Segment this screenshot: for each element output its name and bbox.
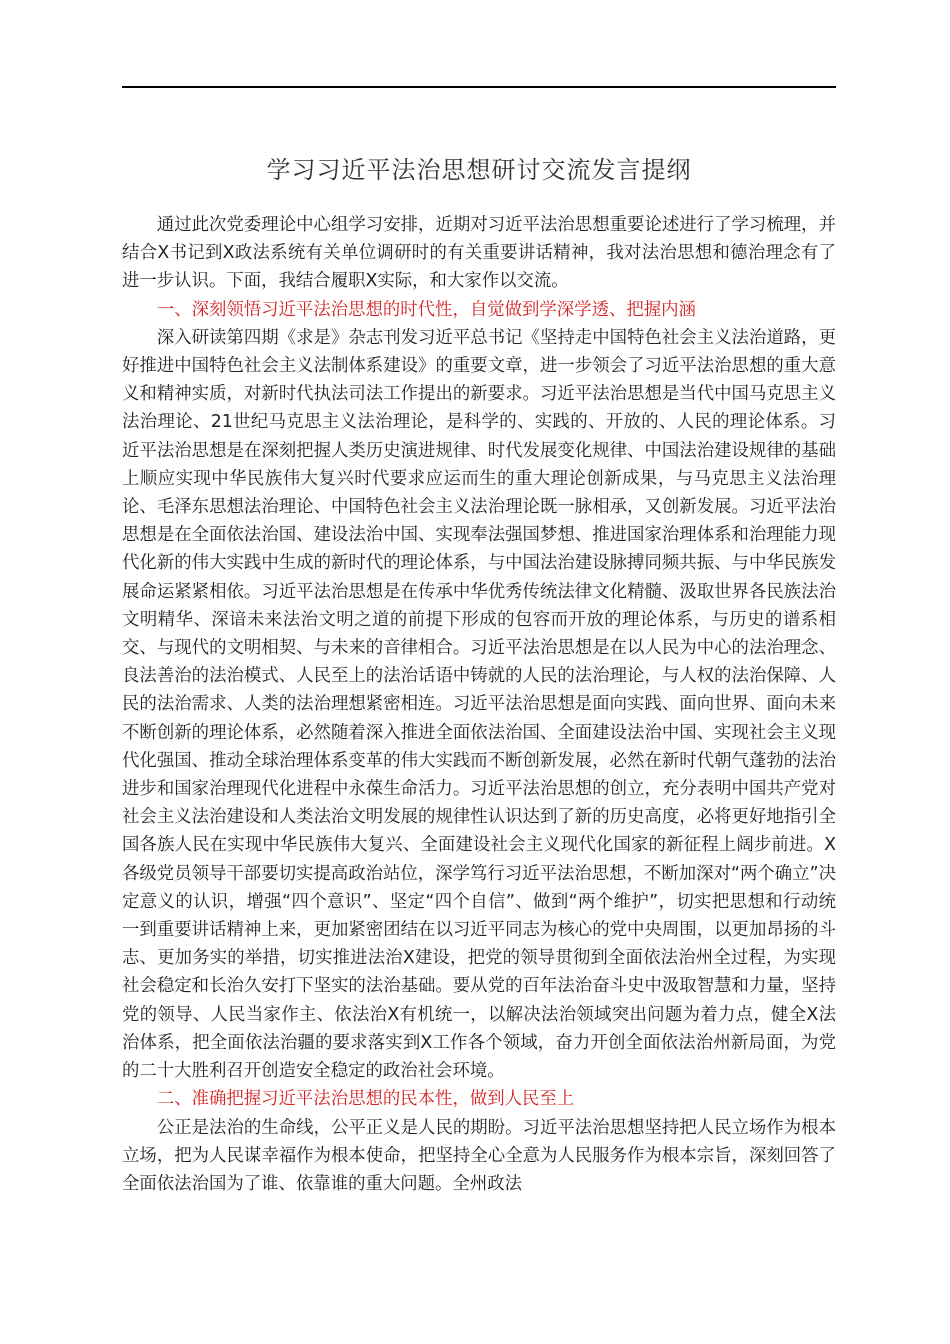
section-2-heading: 二、准确把握习近平法治思想的民本性，做到人民至上 (156, 1089, 575, 1110)
header-rule (122, 86, 836, 88)
section-2-paragraph: 公正是法治的生命线，公平正义是人民的期盼。习近平法治思想坚持把人民立场作为根本立场，把为人民谋幸福作为根本使命，把坚持全心全意为人民服务作为根本宗旨，深刻回答了全面依法治国为了谁、依靠谁的重大问题。全州政法 (122, 1117, 836, 1194)
section-1-heading: 一、深刻领悟习近平法治思想的时代性，自觉做到学深学透、把握内涵 (156, 299, 696, 320)
section-1-paragraph: 深入研读第四期《求是》杂志刊发习近平总书记《坚持走中国特色社会主义法治道路，更好推进中国特色社会主义法制体系建设》的重要文章，进一步领会了习近平法治思想的重大意义和精神实质，对新时代执法司法工作提出的新要求。习近平法治思想是当代中国马克思主义法治理论、21世纪马克思主义法治理论，是科学的、实践的、开放的、人民的理论体系。习近平法治思想是在深刻把握人类历史演进规律、时代发展变化规律、中国法治建设规律的基础上顺应实现中华民族伟大复兴时代要求应运而生的重大理论创新成果，与马克思主义法治理论、毛泽东思想法治理论、中国特色社会主义法治理论既一脉相承，又创新发展。习近平法治思想是在全面依法治国、建设法治中国、实现奉法强国梦想、推进国家治理体系和治理能力现代化新的伟大实践中生成的新时代的理论体系，与中国法治建设脉搏同频共振、与中华民族发展命运紧紧相依。习近平法治思想是在传承中华优秀传统法律文化精髓、汲取世界各民族法治文明精华、深谙未来法治文明之道的前提下形成的包容而开放的理论体系，与历史的谱系相交、与现代的文明相契、与未来的音律相合。习近平法治思想是在以人民为中心的法治理念、良法善治的法治模式、人民至上的法治话语中铸就的人民的法治理论，与人权的法治保障、人民的法治需求、人类的法治理想紧密相连。习近平法治思想是面向实践、面向世界、面向未来不断创新的理论体系，必然随着深入推进全面依法治国、全面建设法治中国、实现社会主义现代化强国、推动全球治理体系变革的伟大实践而不断创新发展，必然在新时代朝气蓬勃的法治进步和国家治理现代化进程中永葆生命活力。习近平法治思想的创立，充分表明中国共产党对社会主义法治建设和人类法治文明发展的规律性认识达到了新的历史高度，必将更好地指引全国各族人民在实现中华民族伟大复兴、全面建设社会主义现代化国家的新征程上阔步前进。X各级党员领导干部要切实提高政治站位，深学笃行习近平法治思想，不断加深对“两个确立”决定意义的认识，增强“四个意识”、坚定“四个自信”、做到“两个维护”，切实把思想和行动统一到重要讲话精神上来，更加紧密团结在以习近平同志为核心的党中央周围，以更加昂扬的斗志、更加务实的举措，切实推进法治X建设，把党的领导贯彻到全面依法治州全过程，为实现社会稳定和长治久安打下坚实的法治基础。要从党的百年法治奋斗史中汲取智慧和力量，坚持党的领导、人民当家作主、依法治X有机统一，以解决法治领域突出问题为着力点，健全X法治体系，把全面依法治疆的要求落实到X工作各个领域，奋力开创全面依法治州新局面，为党的二十大胜利召开创造安全稳定的政治社会环境。 (122, 327, 836, 1082)
intro-paragraph: 通过此次党委理论中心组学习安排，近期对习近平法治思想重要论述进行了学习梳理，并结合X书记到X政法系统有关单位调研时的有关重要讲话精神，我对法治思想和德治理念有了进一步认识。下面，我结合履职X实际，和大家作以交流。 (122, 215, 836, 292)
document-title: 学习习近平法治思想研讨交流发言提纲 (266, 156, 692, 184)
document-body (122, 211, 836, 1198)
